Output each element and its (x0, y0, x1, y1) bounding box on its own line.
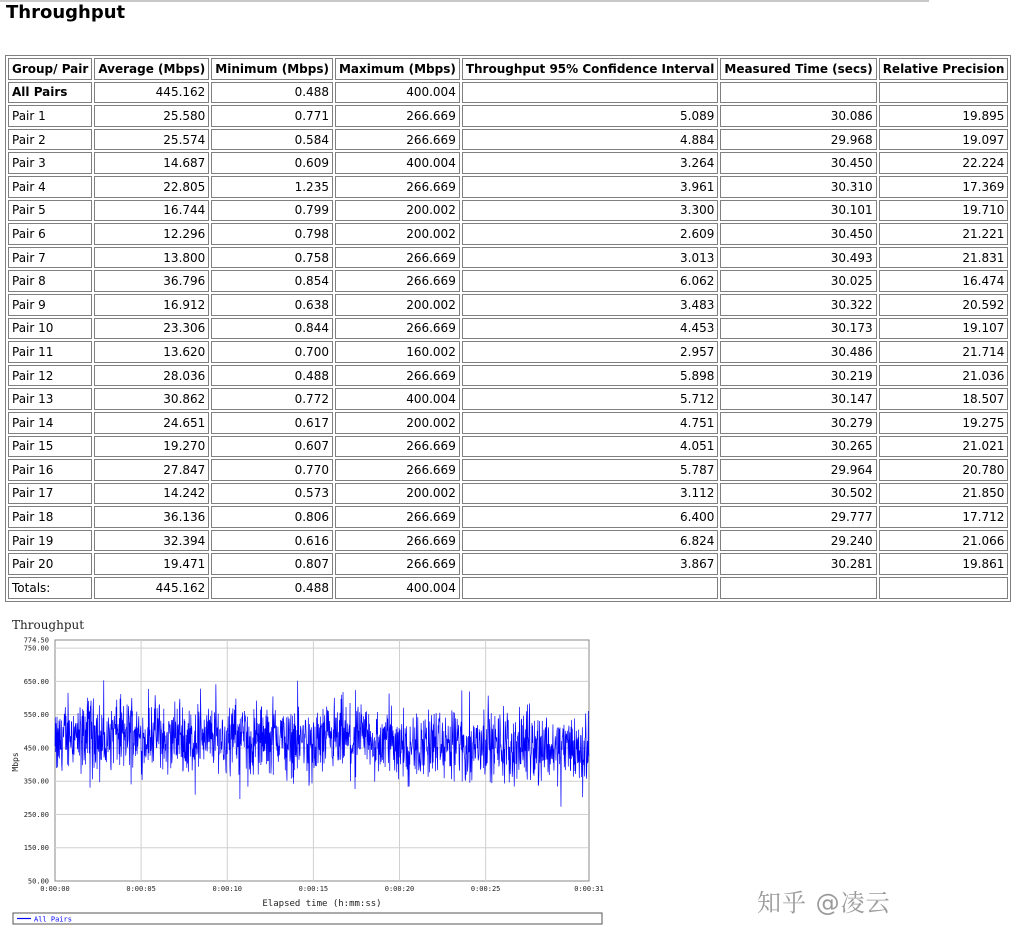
x-axis-label: Elapsed time (h:mm:ss) (262, 899, 382, 909)
legend-label: All Pairs (34, 915, 72, 924)
value-cell: 19.861 (879, 553, 1009, 575)
row-label-cell: Pair 20 (8, 553, 92, 575)
value-cell: 6.824 (462, 530, 719, 552)
y-tick-label: 550.00 (23, 711, 49, 720)
value-cell: 30.862 (94, 388, 209, 410)
x-tick-label: 0:00:00 (40, 885, 70, 893)
value-cell: 17.369 (879, 176, 1009, 198)
y-tick-label: 250.00 (23, 810, 49, 819)
value-cell: 30.147 (720, 388, 876, 410)
value-cell: 0.488 (211, 365, 333, 387)
row-label-cell: All Pairs (8, 82, 92, 104)
value-cell: 0.807 (211, 553, 333, 575)
value-cell: 25.580 (94, 105, 209, 127)
value-cell: 14.242 (94, 483, 209, 505)
value-cell: 3.264 (462, 152, 719, 174)
value-cell: 30.322 (720, 294, 876, 316)
value-cell: 21.850 (879, 483, 1009, 505)
table-row (8, 341, 1008, 363)
row-label-cell: Pair 19 (8, 530, 92, 552)
value-cell: 21.066 (879, 530, 1009, 552)
value-cell: 0.758 (211, 247, 333, 269)
value-cell: 2.957 (462, 341, 719, 363)
value-cell: 30.486 (720, 341, 876, 363)
throughput-table-container (5, 55, 1011, 602)
value-cell: 3.867 (462, 553, 719, 575)
value-cell: 5.898 (462, 365, 719, 387)
value-cell: 6.062 (462, 270, 719, 292)
table-row (8, 105, 1008, 127)
y-tick-label: 50.00 (27, 877, 49, 886)
row-label-cell: Pair 15 (8, 436, 92, 458)
table-row (8, 365, 1008, 387)
value-cell: 266.669 (335, 530, 460, 552)
value-cell (462, 82, 719, 104)
value-cell: 200.002 (335, 223, 460, 245)
value-cell: 16.912 (94, 294, 209, 316)
table-row (8, 553, 1008, 575)
table-row (8, 270, 1008, 292)
x-axis-ticks (40, 885, 604, 893)
table-row (8, 129, 1008, 151)
value-cell: 16.744 (94, 200, 209, 222)
top-divider (0, 0, 929, 2)
value-cell: 24.651 (94, 412, 209, 434)
row-label-cell: Pair 6 (8, 223, 92, 245)
column-header: Measured Time (secs) (720, 58, 876, 80)
row-label-cell: Pair 8 (8, 270, 92, 292)
value-cell: 30.281 (720, 553, 876, 575)
value-cell: 30.265 (720, 436, 876, 458)
table-row (8, 412, 1008, 434)
value-cell: 266.669 (335, 506, 460, 528)
table-row (8, 577, 1008, 599)
y-tick-label: 650.00 (23, 677, 49, 686)
value-cell: 30.025 (720, 270, 876, 292)
x-tick-label: 0:00:05 (126, 885, 156, 893)
value-cell: 27.847 (94, 459, 209, 481)
value-cell: 30.279 (720, 412, 876, 434)
value-cell: 200.002 (335, 412, 460, 434)
legend-box (13, 913, 602, 924)
x-tick-label: 0:00:20 (384, 885, 415, 893)
table-row (8, 152, 1008, 174)
value-cell: 29.777 (720, 506, 876, 528)
value-cell: 400.004 (335, 577, 460, 599)
value-cell: 3.300 (462, 200, 719, 222)
value-cell: 20.592 (879, 294, 1009, 316)
value-cell: 0.616 (211, 530, 333, 552)
x-tick-label: 0:00:31 (574, 885, 604, 893)
value-cell: 13.800 (94, 247, 209, 269)
value-cell: 160.002 (335, 341, 460, 363)
row-label-cell: Pair 4 (8, 176, 92, 198)
value-cell: 18.507 (879, 388, 1009, 410)
table-row (8, 318, 1008, 340)
value-cell: 0.638 (211, 294, 333, 316)
value-cell: 400.004 (335, 152, 460, 174)
value-cell: 19.710 (879, 200, 1009, 222)
table-row (8, 483, 1008, 505)
value-cell: 13.620 (94, 341, 209, 363)
value-cell: 3.483 (462, 294, 719, 316)
row-label-cell: Pair 16 (8, 459, 92, 481)
table-row (8, 388, 1008, 410)
row-label-cell: Pair 3 (8, 152, 92, 174)
value-cell: 19.097 (879, 129, 1009, 151)
value-cell: 19.275 (879, 412, 1009, 434)
value-cell: 25.574 (94, 129, 209, 151)
value-cell: 19.107 (879, 318, 1009, 340)
y-tick-label: 774.50 (23, 636, 49, 645)
watermark: 知乎 @凌云 (757, 889, 891, 917)
row-label-cell: Pair 10 (8, 318, 92, 340)
value-cell: 22.224 (879, 152, 1009, 174)
value-cell: 266.669 (335, 459, 460, 481)
throughput-table (5, 55, 1011, 602)
column-header: Relative Precision (879, 58, 1009, 80)
value-cell: 19.895 (879, 105, 1009, 127)
table-row (8, 436, 1008, 458)
x-tick-label: 0:00:10 (212, 885, 243, 893)
value-cell: 30.502 (720, 483, 876, 505)
value-cell: 36.796 (94, 270, 209, 292)
value-cell: 0.799 (211, 200, 333, 222)
value-cell: 0.488 (211, 82, 333, 104)
value-cell: 6.400 (462, 506, 719, 528)
value-cell: 30.101 (720, 200, 876, 222)
value-cell: 266.669 (335, 318, 460, 340)
value-cell: 0.573 (211, 483, 333, 505)
chart-title: Throughput (12, 618, 85, 632)
value-cell: 0.798 (211, 223, 333, 245)
value-cell: 2.609 (462, 223, 719, 245)
value-cell: 445.162 (94, 577, 209, 599)
value-cell: 32.394 (94, 530, 209, 552)
value-cell: 4.051 (462, 436, 719, 458)
value-cell: 400.004 (335, 388, 460, 410)
value-cell: 5.089 (462, 105, 719, 127)
value-cell: 400.004 (335, 82, 460, 104)
value-cell (720, 82, 876, 104)
value-cell: 0.609 (211, 152, 333, 174)
table-row (8, 82, 1008, 104)
value-cell: 200.002 (335, 294, 460, 316)
value-cell: 1.235 (211, 176, 333, 198)
value-cell: 0.584 (211, 129, 333, 151)
value-cell: 0.771 (211, 105, 333, 127)
value-cell: 20.780 (879, 459, 1009, 481)
value-cell: 0.844 (211, 318, 333, 340)
value-cell: 29.964 (720, 459, 876, 481)
value-cell: 21.221 (879, 223, 1009, 245)
value-cell: 21.036 (879, 365, 1009, 387)
table-row (8, 530, 1008, 552)
table-row (8, 247, 1008, 269)
value-cell: 4.453 (462, 318, 719, 340)
value-cell: 17.712 (879, 506, 1009, 528)
value-cell: 266.669 (335, 129, 460, 151)
x-tick-label: 0:00:25 (470, 885, 501, 893)
value-cell: 3.961 (462, 176, 719, 198)
y-axis-ticks (24, 637, 49, 886)
value-cell: 266.669 (335, 365, 460, 387)
value-cell: 266.669 (335, 436, 460, 458)
table-row (8, 200, 1008, 222)
column-header: Maximum (Mbps) (335, 58, 460, 80)
value-cell: 266.669 (335, 247, 460, 269)
value-cell: 3.013 (462, 247, 719, 269)
value-cell: 21.714 (879, 341, 1009, 363)
value-cell: 30.310 (720, 176, 876, 198)
value-cell: 21.021 (879, 436, 1009, 458)
value-cell: 5.712 (462, 388, 719, 410)
value-cell: 30.450 (720, 152, 876, 174)
row-label-cell: Pair 18 (8, 506, 92, 528)
value-cell: 266.669 (335, 553, 460, 575)
value-cell: 5.787 (462, 459, 719, 481)
value-cell: 29.968 (720, 129, 876, 151)
page-title: Throughput (6, 2, 126, 23)
row-label-cell: Totals: (8, 577, 92, 599)
value-cell: 30.450 (720, 223, 876, 245)
column-header: Group/ Pair (8, 58, 92, 80)
value-cell: 266.669 (335, 270, 460, 292)
table-row (8, 176, 1008, 198)
y-tick-label: 450.00 (23, 744, 49, 753)
value-cell: 0.806 (211, 506, 333, 528)
value-cell: 19.270 (94, 436, 209, 458)
value-cell: 0.488 (211, 577, 333, 599)
table-row (8, 459, 1008, 481)
value-cell (462, 577, 719, 599)
value-cell: 3.112 (462, 483, 719, 505)
value-cell: 30.086 (720, 105, 876, 127)
value-cell: 0.854 (211, 270, 333, 292)
value-cell: 14.687 (94, 152, 209, 174)
table-row (8, 294, 1008, 316)
row-label-cell: Pair 13 (8, 388, 92, 410)
value-cell: 29.240 (720, 530, 876, 552)
value-cell: 200.002 (335, 200, 460, 222)
value-cell: 36.136 (94, 506, 209, 528)
value-cell: 0.772 (211, 388, 333, 410)
value-cell: 30.219 (720, 365, 876, 387)
row-label-cell: Pair 12 (8, 365, 92, 387)
x-tick-label: 0:00:15 (298, 885, 329, 893)
y-tick-label: 150.00 (23, 844, 49, 853)
value-cell: 266.669 (335, 105, 460, 127)
value-cell (879, 82, 1009, 104)
value-cell: 30.173 (720, 318, 876, 340)
throughput-chart-svg (0, 612, 620, 937)
value-cell: 19.471 (94, 553, 209, 575)
row-label-cell: Pair 14 (8, 412, 92, 434)
column-header: Throughput 95% Confidence Interval (462, 58, 719, 80)
value-cell: 266.669 (335, 176, 460, 198)
y-tick-label: 750.00 (23, 644, 49, 653)
value-cell: 0.607 (211, 436, 333, 458)
y-tick-label: 350.00 (23, 777, 49, 786)
throughput-chart (0, 612, 620, 937)
value-cell: 21.831 (879, 247, 1009, 269)
value-cell (879, 577, 1009, 599)
y-axis-label: Mbps (11, 752, 20, 772)
value-cell: 200.002 (335, 483, 460, 505)
table-row (8, 223, 1008, 245)
value-cell: 12.296 (94, 223, 209, 245)
row-label-cell: Pair 1 (8, 105, 92, 127)
row-label-cell: Pair 11 (8, 341, 92, 363)
row-label-cell: Pair 9 (8, 294, 92, 316)
row-label-cell: Pair 17 (8, 483, 92, 505)
value-cell: 4.751 (462, 412, 719, 434)
value-cell: 4.884 (462, 129, 719, 151)
value-cell: 0.770 (211, 459, 333, 481)
value-cell: 0.700 (211, 341, 333, 363)
value-cell: 445.162 (94, 82, 209, 104)
row-label-cell: Pair 7 (8, 247, 92, 269)
value-cell: 28.036 (94, 365, 209, 387)
value-cell: 0.617 (211, 412, 333, 434)
row-label-cell: Pair 2 (8, 129, 92, 151)
value-cell: 30.493 (720, 247, 876, 269)
column-header: Average (Mbps) (94, 58, 209, 80)
column-header: Minimum (Mbps) (211, 58, 333, 80)
value-cell (720, 577, 876, 599)
table-body (8, 82, 1008, 599)
table-row (8, 506, 1008, 528)
value-cell: 23.306 (94, 318, 209, 340)
value-cell: 16.474 (879, 270, 1009, 292)
row-label-cell: Pair 5 (8, 200, 92, 222)
table-header-row (8, 58, 1008, 80)
value-cell: 22.805 (94, 176, 209, 198)
